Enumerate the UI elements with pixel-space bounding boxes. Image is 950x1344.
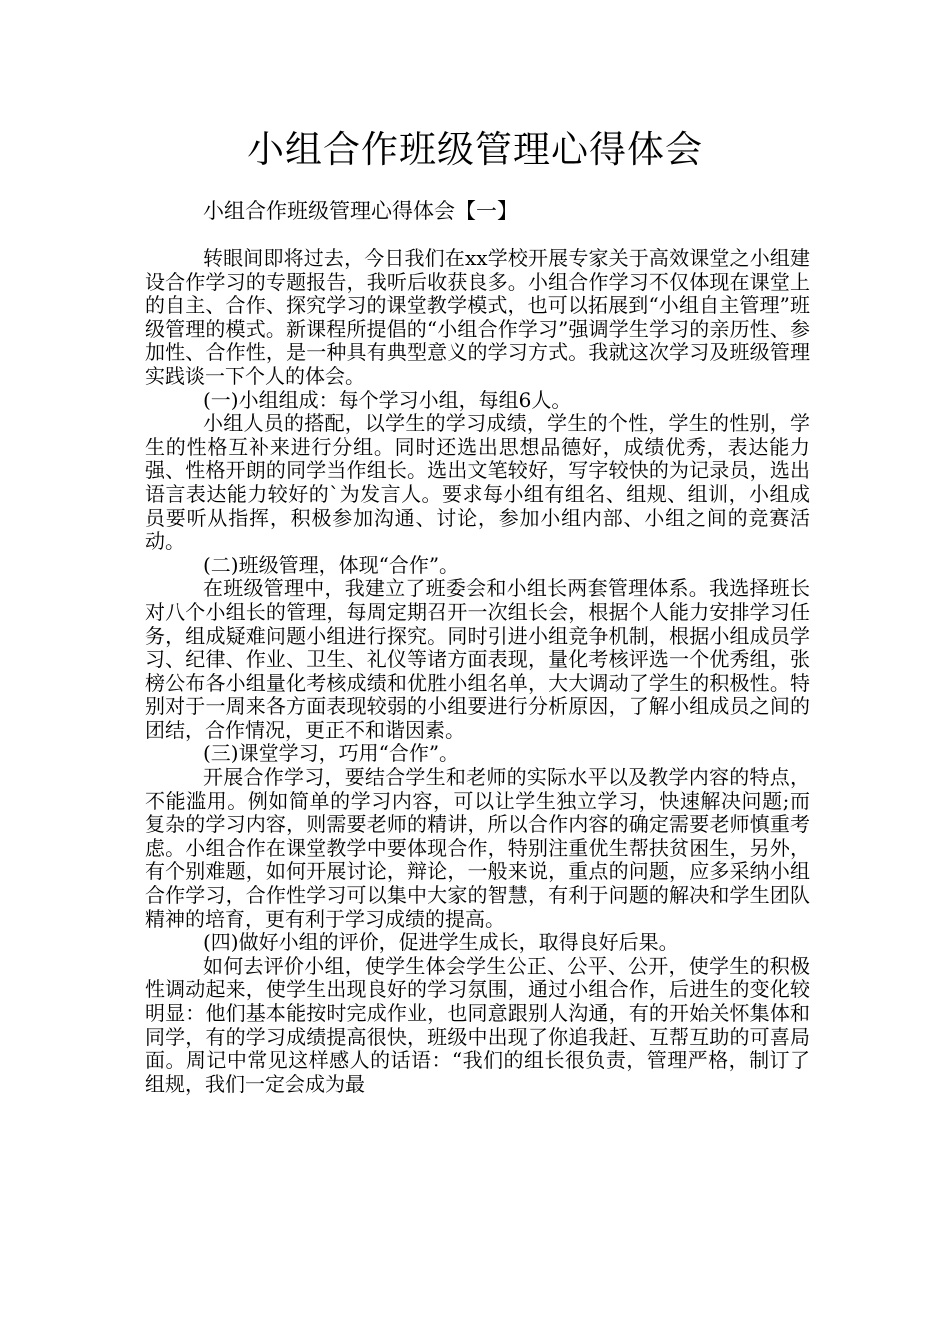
paragraph-class-management: 在班级管理中，我建立了班委会和小组长两套管理体系。我选择班长对八个小组长的管理，每周定期召开一次组长会，根据个人能力安排学习任务，组成疑难问题小组进行探究。同时引进小组竞争机制，根据小组成员学习、纪律、作业、卫生、礼仪等诸方面表现，量化考核评选一个优秀组，张榜公布各小组量化考核成绩和优胜小组名单，大大调动了学生的积极性。特别对于一周来各方面表现较弱的小组要进行分析原因，了解小组成员之间的团结，合作情况，更正不和谐因素。 (145, 576, 810, 742)
heading-class-management: (二)班级管理，体现“合作”。 (203, 552, 460, 577)
paragraph-group-evaluation: 如何去评价小组，使学生体会学生公正、公平、公开，使学生的积极性调动起来，使学生出现良好的学习氛围，通过小组合作，后进生的变化较明显：他们基本能按时完成作业，也同意跟别人沟通，有的开始关怀集体和同学，有的学习成绩提高很快，班级中出现了你追我赶、互帮互助的可喜局面。周记中常见这样感人的话语：“我们的组长很负责，管理严格，制订了组规，我们一定会成为最 (145, 953, 810, 1096)
document-body (145, 247, 810, 1096)
paragraph-group-formation: 小组人员的搭配，以学生的学习成绩，学生的个性，学生的性别，学生的性格互补来进行分组。同时还选出思想品德好，成绩优秀，表达能力强、性格开朗的同学当作组长。选出文笔较好，写字较快的为记录员，选出语言表达能力较好的`为发言人。要求每小组有组名、组规、组训，小组成员要听从指挥，积极参加沟通、讨论，参加小组内部、小组之间的竞赛活动。 (145, 411, 810, 554)
paragraph-intro: 转眼间即将过去，今日我们在xx学校开展专家关于高效课堂之小组建设合作学习的专题报告，我听后收获良多。小组合作学习不仅体现在课堂上的自主、合作、探究学习的课堂教学模式，也可以拓展到“小组自主管理”班级管理的模式。新课程所提倡的“小组合作学习”强调学生学习的亲历性、参加性、合作性，是一种具有典型意义的学习方式。我就这次学习及班级管理实践谈一下个人的体会。 (145, 246, 810, 388)
paragraph-classroom-learning: 开展合作学习，要结合学生和老师的实际水平以及教学内容的特点，不能滥用。例如简单的学习内容，可以让学生独立学习，快速解决问题;而复杂的学习内容，则需要老师的精讲，所以合作内容的确定需要老师慎重考虑。小组合作在课堂教学中要体现合作，特别注重优生帮扶贫困生，另外，有个别难题，如何开展讨论，辩论，一般来说，重点的问题，应多采纳小组合作学习，合作性学习可以集中大家的智慧，有利于问题的解决和学生团队精神的培育，更有利于学习成绩的提高。 (145, 765, 810, 931)
heading-group-evaluation: (四)做好小组的评价，促进学生成长，取得良好后果。 (203, 930, 679, 955)
section-subtitle: 小组合作班级管理心得体会【一】 (203, 199, 518, 223)
heading-classroom-learning: (三)课堂学习，巧用“合作”。 (203, 741, 460, 766)
document-title: 小组合作班级管理心得体会 (247, 128, 703, 171)
heading-group-formation: (一)小组组成：每个学习小组，每组6人。 (203, 387, 572, 412)
